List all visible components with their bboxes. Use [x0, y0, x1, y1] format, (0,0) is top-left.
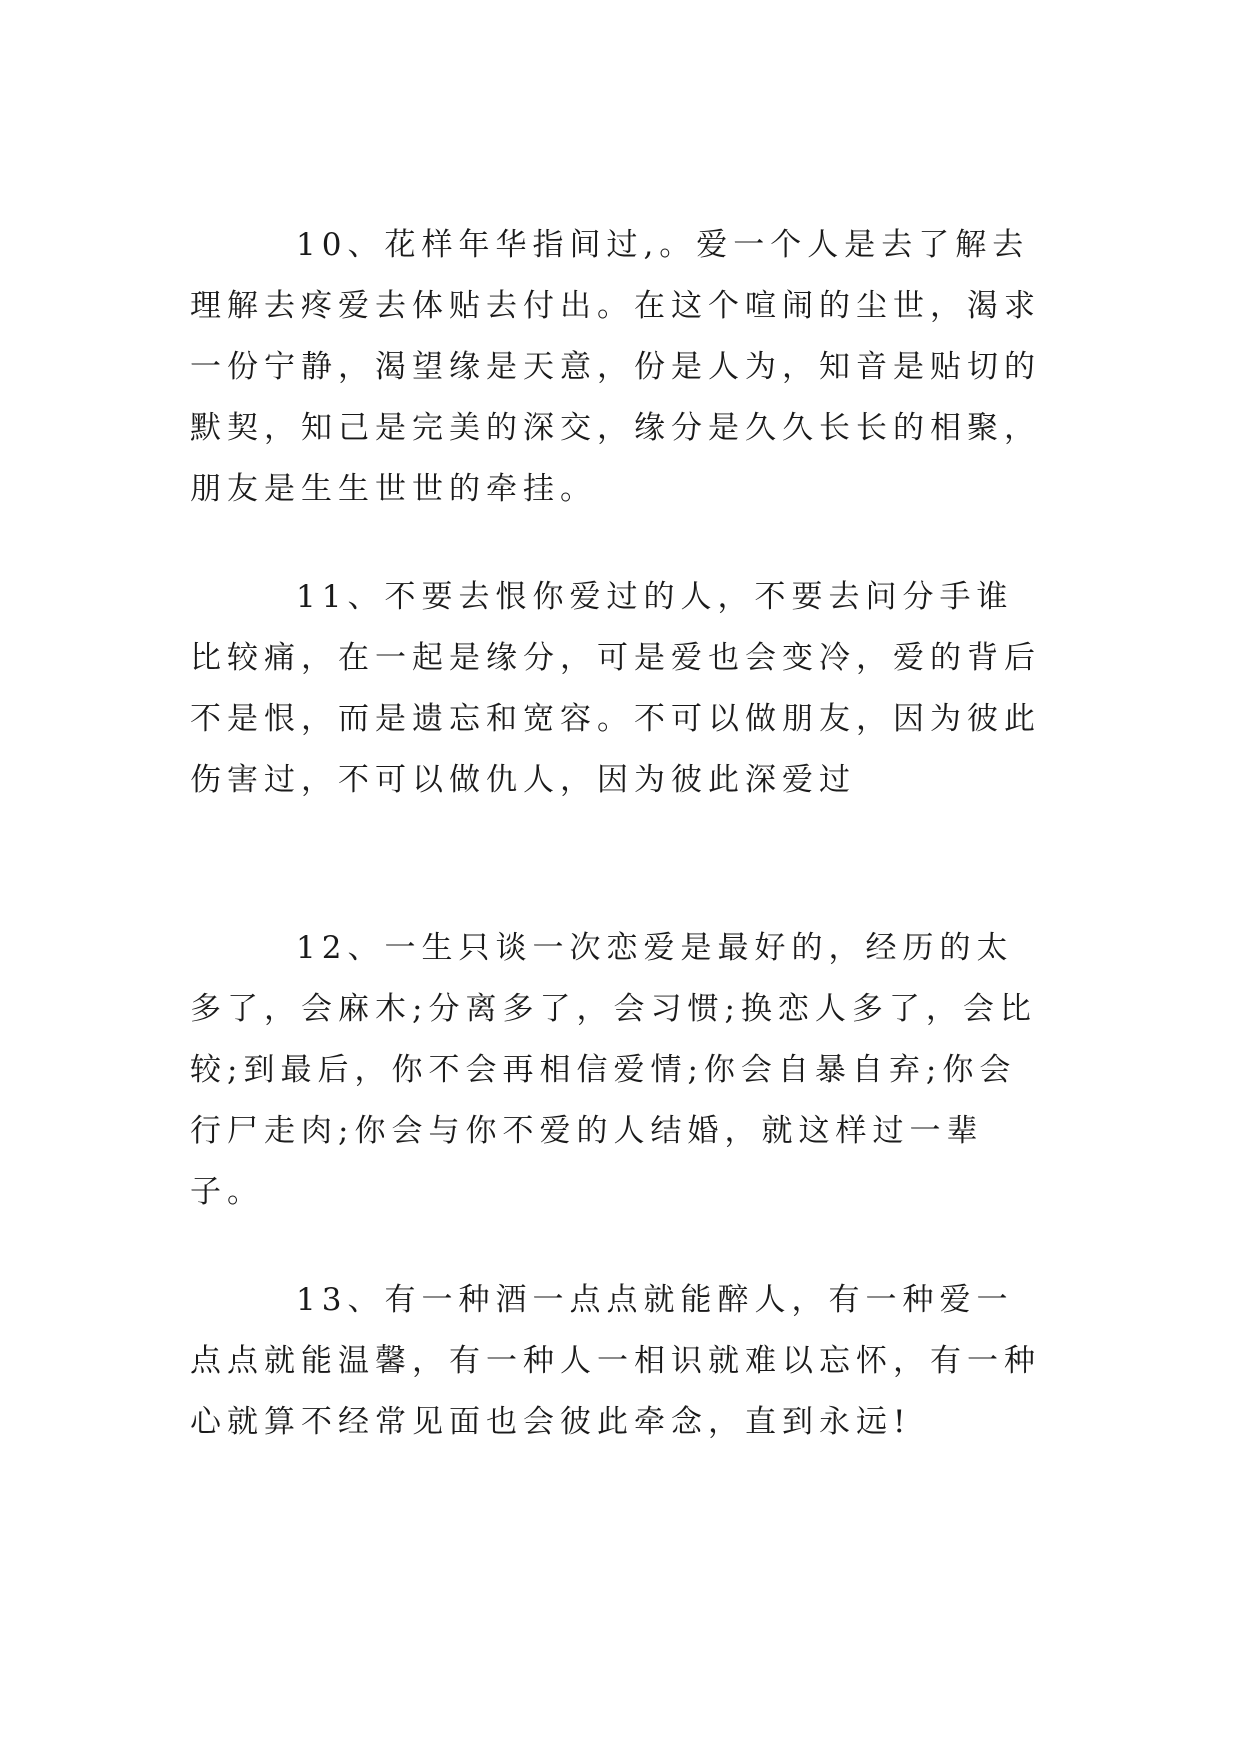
paragraph-10: 10、花样年华指间过,。爱一个人是去了解去理解去疼爱去体贴去付出。在这个喧闹的尘世，渴求一份宁静，渴望缘是天意，份是人为，知音是贴切的默契，知己是完美的深交，缘分是久久长长的相聚，朋友是生生世世的牵挂。	[190, 227, 1041, 507]
paragraph-11: 11、不要去恨你爱过的人，不要去问分手谁比较痛，在一起是缘分，可是爱也会变冷，爱的背后不是恨，而是遗忘和宽容。不可以做朋友，因为彼此伤害过，不可以做仇人，因为彼此深爱过	[190, 579, 1041, 798]
paragraph-12: 12、一生只谈一次恋爱是最好的，经历的太多了，会麻木;分离多了，会习惯;换恋人多了，会比较;到最后，你不会再相信爱情;你会自暴自弃;你会行尸走肉;你会与你不爱的人结婚，就这样过一辈子。	[190, 930, 1037, 1210]
paragraph-13: 13、有一种酒一点点就能醉人，有一种爱一点点就能温馨，有一种人一相识就难以忘怀，有一种心就算不经常见面也会彼此牵念，直到永远!	[190, 1282, 1041, 1440]
